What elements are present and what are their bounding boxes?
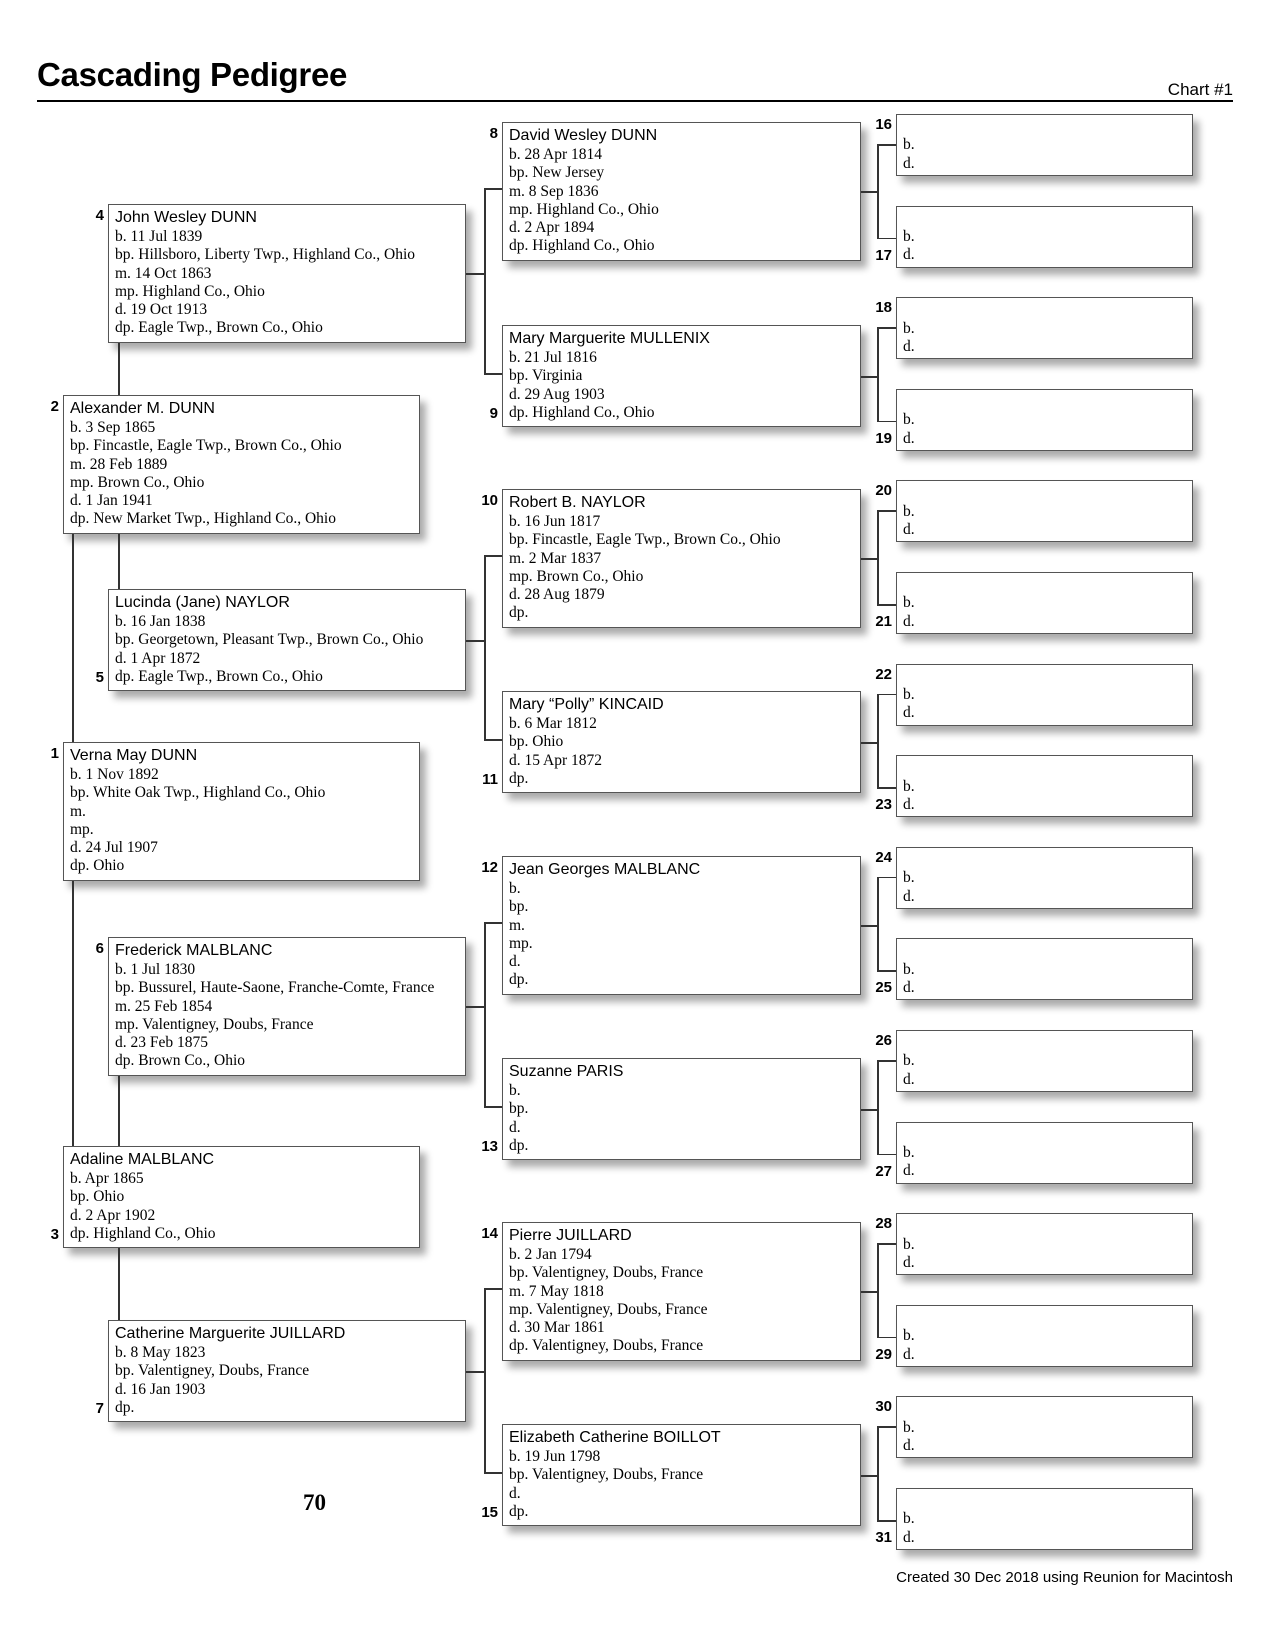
ahnentafel-number: 27 [875,1162,892,1180]
person-fact: mp. [509,934,533,952]
connector-line [877,604,896,606]
person-fact: m. 2 Mar 1837 [509,549,602,567]
person-box[interactable] [108,1320,466,1422]
person-fact: bp. White Oak Twp., Highland Co., Ohio [70,784,326,802]
person-fact: dp. [509,971,529,989]
death-field: d. [903,1437,915,1455]
cascade-line [118,1076,120,1146]
person-fact: bp. Virginia [509,367,583,385]
connector-line [484,1288,486,1472]
ancestor-box[interactable] [896,1213,1193,1275]
ahnentafel-number: 20 [875,482,892,500]
person-fact: d. 24 Jul 1907 [70,839,158,857]
person-name: Jean Georges MALBLANC [509,861,701,878]
birth-field: b. [903,1327,915,1345]
person-fact: dp. [509,1502,529,1520]
connector-line [861,925,877,927]
connector-line [877,694,896,696]
person-fact: m. 28 Feb 1889 [70,455,168,473]
person-name: John Wesley DUNN [115,209,257,226]
person-fact: m. 14 Oct 1863 [115,264,212,282]
ancestor-fields [903,503,915,540]
ancestor-box[interactable] [896,664,1193,726]
person-fact: mp. Valentigney, Doubs, France [115,1015,314,1033]
person-fact: b. 8 May 1823 [115,1344,206,1361]
person-fact: d. 15 Apr 1872 [509,751,602,769]
death-field: d. [903,979,915,997]
ancestor-box[interactable] [896,1488,1193,1550]
connector-line [877,1426,896,1428]
birth-field: b. [903,1418,915,1436]
ahnentafel-number: 8 [489,125,498,142]
ahnentafel-number: 17 [875,246,892,264]
death-field: d. [903,704,915,722]
person-fact: m. 25 Feb 1854 [115,997,213,1015]
person-fact: b. 1 Jul 1830 [115,961,196,978]
person-fact: bp. Georgetown, Pleasant Twp., Brown Co., Ohio [115,631,424,649]
connector-line [861,1475,877,1477]
death-field: d. [903,887,915,905]
ahnentafel-number: 7 [95,1400,104,1418]
ancestor-box[interactable] [896,847,1193,909]
ancestor-fields [903,228,915,265]
connector-line [877,1426,879,1520]
page-number: 70 [303,1490,326,1515]
person-fact: d. [509,1118,521,1136]
connector-line [877,1243,879,1337]
birth-field: b. [903,960,915,978]
connector-line [877,144,896,146]
person-fact: m. [70,802,86,820]
ancestor-fields [903,686,915,723]
person-fact: mp. Valentigney, Doubs, France [509,1300,708,1318]
person-fact: b. 16 Jun 1817 [509,513,601,530]
person-fact: d. 28 Aug 1879 [509,586,605,604]
person-fact: b. [509,1082,521,1099]
ancestor-box[interactable] [896,1030,1193,1092]
person-box[interactable] [502,489,861,628]
ahnentafel-number: 28 [875,1215,892,1233]
person-fact: bp. Fincastle, Eagle Twp., Brown Co., Ohio [70,437,342,455]
person-name: Elizabeth Catherine BOILLOT [509,1429,721,1446]
person-name: Verna May DUNN [70,747,198,764]
birth-field: b. [903,594,915,612]
death-field: d. [903,1253,915,1271]
person-name: Suzanne PARIS [509,1063,624,1080]
person-fact: bp. Valentigney, Doubs, France [509,1466,704,1484]
birth-field: b. [903,1052,915,1070]
birth-field: b. [903,319,915,337]
person-fact: bp. Bussurel, Haute-Saone, Franche-Comte, France [115,979,435,997]
death-field: d. [903,337,915,355]
person-box[interactable] [108,937,466,1076]
person-fact: bp. [509,1100,529,1118]
ahnentafel-number: 5 [95,669,104,687]
birth-field: b. [903,1510,915,1528]
ancestor-box[interactable] [896,572,1193,634]
person-fact: bp. Ohio [509,733,564,751]
person-fact: b. 6 Mar 1812 [509,715,597,732]
connector-line [484,1472,502,1474]
ahnentafel-number: 15 [481,1504,498,1522]
cascade-line [118,343,120,395]
ancestor-box[interactable] [896,297,1193,359]
person-name: Lucinda (Jane) NAYLOR [115,594,290,611]
person-name: Adaline MALBLANC [70,1151,215,1168]
person-fact: dp. Highland Co., Ohio [509,403,655,421]
ancestor-box[interactable] [896,1122,1193,1184]
ancestor-box[interactable] [896,938,1193,1000]
ahnentafel-number: 13 [481,1138,498,1156]
ahnentafel-number: 2 [50,398,59,415]
person-fact: dp. Highland Co., Ohio [509,237,655,255]
birth-field: b. [903,1235,915,1253]
person-name: Catherine Marguerite JUILLARD [115,1325,346,1342]
connector-line [484,922,486,1106]
connector-line [877,1154,896,1156]
person-fact: dp. Highland Co., Ohio [70,1224,216,1242]
created-footer: Created 30 Dec 2018 using Reunion for Macintosh [896,1569,1233,1586]
death-field: d. [903,1162,915,1180]
connector-line [484,1106,502,1108]
connector-line [861,376,877,378]
connector-line [877,421,896,423]
person-box[interactable] [502,691,861,793]
person-fact: d. 2 Apr 1902 [70,1206,156,1224]
connector-line [466,640,484,642]
birth-field: b. [903,686,915,703]
death-field: d. [903,1528,915,1546]
ancestor-fields [903,1144,915,1181]
birth-field: b. [903,136,915,154]
connector-line [861,191,877,193]
person-fact: d. [509,953,521,971]
connector-line [877,327,896,329]
ahnentafel-number: 16 [875,116,892,133]
connector-line [861,742,877,744]
person-fact: b. 2 Jan 1794 [509,1246,592,1263]
ahnentafel-number: 30 [875,1398,892,1416]
ahnentafel-number: 1 [50,745,59,762]
connector-line [484,922,502,924]
person-fact: mp. Highland Co., Ohio [509,200,659,218]
ancestor-fields [903,1419,915,1456]
cascade-line [118,534,120,589]
death-field: d. [903,612,915,630]
person-fact: dp. [509,769,529,787]
ancestor-fields [903,1327,915,1364]
cascade-line [118,1248,120,1320]
connector-line [877,1243,896,1245]
birth-field: b. [903,228,915,245]
birth-field: b. [903,777,915,795]
connector-line [466,273,484,275]
chart-number: Chart #1 [1167,80,1233,99]
person-fact: b. 19 Jun 1798 [509,1448,601,1465]
ancestor-fields [903,136,915,173]
birth-field: b. [903,411,915,429]
person-fact: dp. Ohio [70,857,125,875]
ahnentafel-number: 6 [95,940,104,957]
person-box[interactable] [63,395,420,534]
ahnentafel-number: 23 [875,796,892,814]
connector-line [484,1288,502,1290]
person-fact: mp. Brown Co., Ohio [509,567,644,585]
connector-line [877,1060,896,1062]
person-fact: bp. New Jersey [509,164,605,182]
ahnentafel-number: 9 [489,405,498,423]
connector-line [484,373,502,375]
ahnentafel-number: 26 [875,1032,892,1049]
ahnentafel-number: 31 [875,1529,892,1546]
birth-field: b. [903,1144,915,1161]
ahnentafel-number: 22 [875,665,892,683]
person-fact: m. 8 Sep 1836 [509,182,599,200]
person-box[interactable] [63,742,420,881]
person-fact: m. 7 May 1818 [509,1282,604,1300]
person-fact: d. 1 Jan 1941 [70,492,153,510]
ancestor-box[interactable] [896,389,1193,451]
connector-line [877,877,879,971]
person-box[interactable] [502,1424,861,1526]
ancestor-box[interactable] [896,1305,1193,1367]
connector-line [877,1337,896,1339]
person-fact: dp. Eagle Twp., Brown Co., Ohio [115,319,323,337]
person-fact: dp. New Market Twp., Highland Co., Ohio [70,510,336,528]
person-fact: b. 1 Nov 1892 [70,766,159,783]
person-fact: b. [509,880,521,897]
person-fact: dp. [509,1136,529,1154]
connector-line [877,970,896,972]
person-name: Mary “Polly” KINCAID [509,696,664,713]
person-name: David Wesley DUNN [509,127,658,144]
birth-field: b. [903,502,915,520]
person-box[interactable] [108,204,466,343]
person-box[interactable] [502,325,861,427]
person-fact: bp. Ohio [70,1188,125,1206]
person-box[interactable] [502,122,861,261]
connector-line [877,694,879,788]
ahnentafel-number: 25 [875,979,892,997]
person-name: Alexander M. DUNN [70,400,215,417]
person-fact: b. 3 Sep 1865 [70,419,156,436]
person-box[interactable] [63,1146,420,1248]
ancestor-fields [903,961,915,998]
connector-line [484,739,502,741]
person-fact: d. [509,1484,521,1502]
person-fact: d. 16 Jan 1903 [115,1380,206,1398]
ancestor-box[interactable] [896,1396,1193,1458]
person-fact: dp. Eagle Twp., Brown Co., Ohio [115,667,323,685]
person-fact: mp. [70,820,94,838]
ahnentafel-number: 14 [481,1225,498,1242]
death-field: d. [903,154,915,172]
person-fact: bp. Valentigney, Doubs, France [509,1264,704,1282]
ahnentafel-number: 4 [95,207,104,224]
connector-line [877,1520,896,1522]
ancestor-fields [903,1236,915,1273]
person-fact: d. 19 Oct 1913 [115,301,208,319]
person-fact: d. 30 Mar 1861 [509,1319,605,1337]
person-fact: bp. [509,898,529,916]
person-name: Pierre JUILLARD [509,1227,632,1244]
connector-line [877,144,879,238]
ahnentafel-number: 11 [482,771,498,789]
connector-line [484,188,502,190]
person-fact: dp. Valentigney, Doubs, France [509,1337,704,1355]
connector-line [861,1109,877,1111]
person-fact: bp. Valentigney, Doubs, France [115,1362,310,1380]
connector-line [877,510,879,604]
connector-line [484,555,502,557]
connector-line [877,1060,879,1154]
person-box[interactable] [502,1058,861,1160]
person-fact: mp. Highland Co., Ohio [115,282,265,300]
ahnentafel-number: 10 [481,492,498,509]
ahnentafel-number: 3 [50,1226,59,1244]
person-fact: bp. Hillsboro, Liberty Twp., Highland Co., Ohio [115,246,416,264]
person-fact: b. 11 Jul 1839 [115,228,203,245]
ancestor-fields [903,1510,915,1547]
person-fact: d. 2 Apr 1894 [509,219,595,237]
ahnentafel-number: 12 [481,859,498,876]
cascade-line [72,881,74,1146]
connector-line [861,1291,877,1293]
ancestor-fields [903,411,915,448]
person-fact: d. 23 Feb 1875 [115,1034,208,1052]
header-rule [37,100,1233,102]
ahnentafel-number: 24 [875,848,892,866]
person-fact: b. 16 Jan 1838 [115,613,206,630]
person-fact: dp. Brown Co., Ohio [115,1052,246,1070]
person-box[interactable] [502,856,861,995]
death-field: d. [903,521,915,539]
death-field: d. [903,429,915,447]
connector-line [466,1371,484,1373]
ahnentafel-number: 19 [875,429,892,447]
ancestor-fields [903,320,915,357]
ancestor-fields [903,1052,915,1089]
person-name: Frederick MALBLANC [115,942,273,959]
ahnentafel-number: 21 [875,613,892,630]
person-fact: d. 29 Aug 1903 [509,385,605,403]
person-fact: d. 1 Apr 1872 [115,649,201,667]
death-field: d. [903,1345,915,1363]
ancestor-box[interactable] [896,114,1193,176]
connector-line [877,327,879,421]
connector-line [877,877,896,879]
birth-field: b. [903,869,915,887]
person-box[interactable] [502,1222,861,1361]
cascade-line [72,534,74,742]
person-fact: dp. [509,604,529,622]
person-fact: dp. [115,1398,135,1416]
person-fact: b. Apr 1865 [70,1170,144,1187]
death-field: d. [903,246,915,264]
person-fact: b. 28 Apr 1814 [509,146,602,163]
ancestor-fields [903,869,915,906]
connector-line [877,510,896,512]
connector-line [877,787,896,789]
person-name: Robert B. NAYLOR [509,494,646,511]
ancestor-box[interactable] [896,206,1193,268]
person-name: Mary Marguerite MULLENIX [509,330,710,347]
connector-line [484,555,486,739]
connector-line [466,1006,484,1008]
person-fact: bp. Fincastle, Eagle Twp., Brown Co., Ohio [509,531,781,549]
page-title: Cascading Pedigree [37,56,348,93]
person-fact: m. [509,916,525,934]
ancestor-fields [903,594,915,631]
ancestor-fields [903,778,915,815]
ancestor-box[interactable] [896,480,1193,542]
death-field: d. [903,795,915,813]
ancestor-box[interactable] [896,755,1193,817]
ahnentafel-number: 29 [875,1345,892,1363]
person-fact: mp. Brown Co., Ohio [70,473,205,491]
connector-line [877,238,896,240]
connector-line [861,558,877,560]
person-box[interactable] [108,589,466,691]
death-field: d. [903,1070,915,1088]
connector-line [484,188,486,373]
ahnentafel-number: 18 [875,299,892,317]
person-fact: b. 21 Jul 1816 [509,349,597,366]
